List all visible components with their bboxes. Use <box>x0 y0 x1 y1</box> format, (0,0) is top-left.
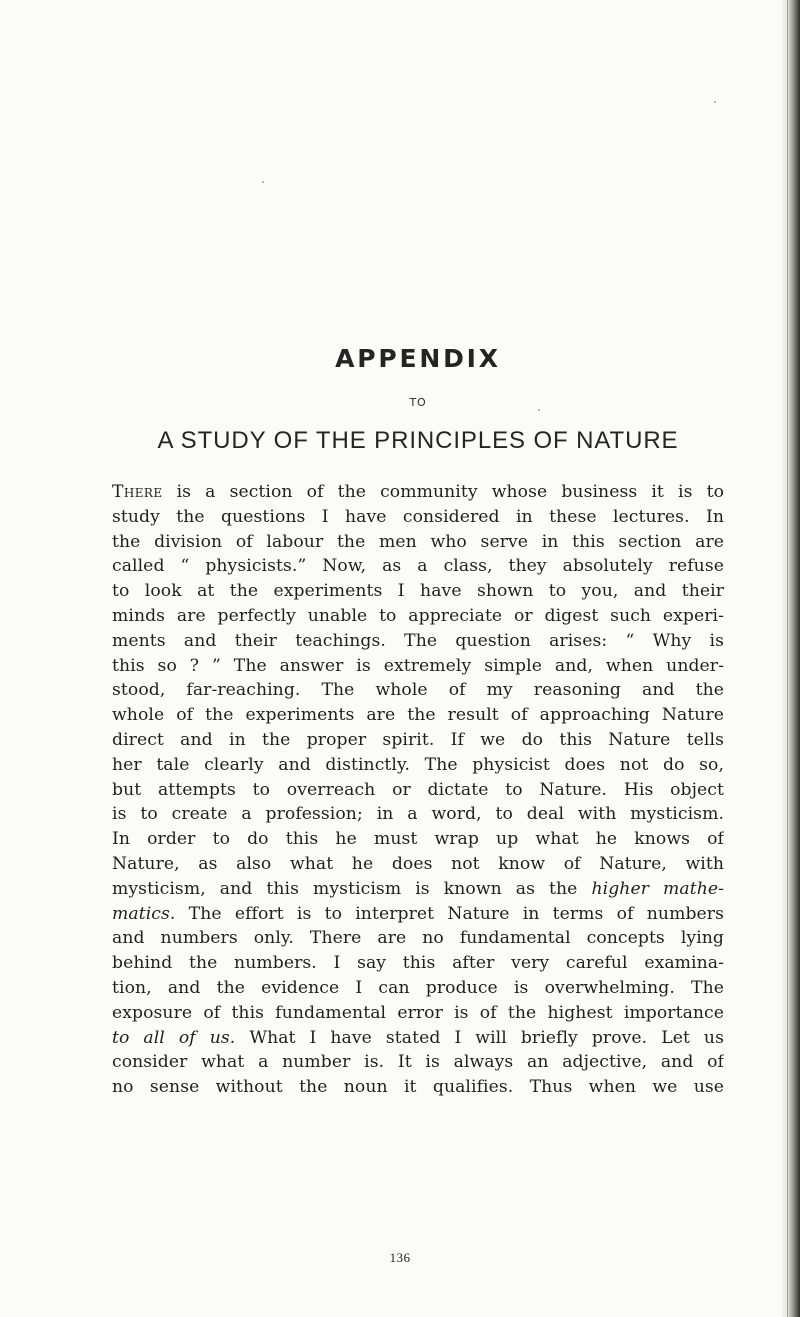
italic-phrase: to all of us. <box>112 1027 236 1048</box>
text-line: study the questions I have considered in these lectures. In <box>112 506 724 527</box>
text-line: no sense without the noun it qualifies. Thus when we use <box>112 1077 724 1098</box>
lead-word: There <box>112 482 163 502</box>
line-text: is a section of the community whose business it is to <box>162 482 724 502</box>
appendix-content <box>112 344 724 1100</box>
line-text: What I have stated I will briefly prove. Let us <box>235 1027 724 1048</box>
text-line <box>112 877 724 902</box>
line-text: mysticism, and this mysticism is known as the <box>112 878 592 899</box>
text-line: to look at the experiments I have shown to you, and their <box>112 581 724 602</box>
page-binding-edge <box>782 0 800 1317</box>
text-line: tion, and the evidence I can produce is overwhelming. The <box>112 977 724 998</box>
text-line: but attempts to overreach or dictate to Nature. His object <box>112 779 724 800</box>
to-text: TO <box>409 396 427 409</box>
text-line: Nature, as also what he does not know of Nature, with <box>112 853 724 874</box>
text-line: In order to do this he must wrap up what he knows of <box>112 829 724 850</box>
text-line <box>112 902 724 927</box>
text-line: consider what a number is. It is always an adjective, and of <box>112 1052 724 1073</box>
text-line: her tale clearly and distinctly. The physicist does not do so, <box>112 754 724 775</box>
text-line: whole of the experiments are the result of approaching Nature <box>112 705 724 726</box>
text-line: is to create a profession; in a word, to deal with mysticism. <box>112 804 724 825</box>
line-text: The effort is to interpret Nature in terms of numbers <box>175 903 724 924</box>
text-line: called “ physicists.” Now, as a class, they absolutely refuse <box>112 556 724 577</box>
text-line <box>112 480 724 505</box>
paper-speck <box>262 181 264 183</box>
page-number: 136 <box>389 1250 411 1265</box>
text-line: ments and their teachings. The question arises: “ Why is <box>112 630 724 651</box>
text-line: behind the numbers. I say this after very careful examina- <box>112 953 724 974</box>
text-line <box>112 1026 724 1051</box>
page-edge-line <box>787 0 788 1317</box>
text-line: this so ? ” The answer is extremely simple and, when under- <box>112 655 724 676</box>
text-line: direct and in the proper spirit. If we do this Nature tells <box>112 729 724 750</box>
paper-speck <box>714 101 716 103</box>
italic-phrase: higher mathe- <box>591 878 724 899</box>
text-line: minds are perfectly unable to appreciate or digest such experi- <box>112 605 724 626</box>
text-line: exposure of this fundamental error is of the highest importance <box>112 1002 724 1023</box>
text-line: stood, far-reaching. The whole of my reasoning and the <box>112 680 724 701</box>
study-title: A STUDY OF THE PRINCIPLES OF NATURE <box>157 427 679 454</box>
appendix-paragraph <box>112 480 724 1100</box>
text-line: the division of labour the men who serve in this section are <box>112 531 724 552</box>
italic-phrase: matics. <box>112 903 176 924</box>
appendix-heading: APPENDIX <box>335 344 501 373</box>
text-line: and numbers only. There are no fundamental concepts lying <box>112 928 724 949</box>
